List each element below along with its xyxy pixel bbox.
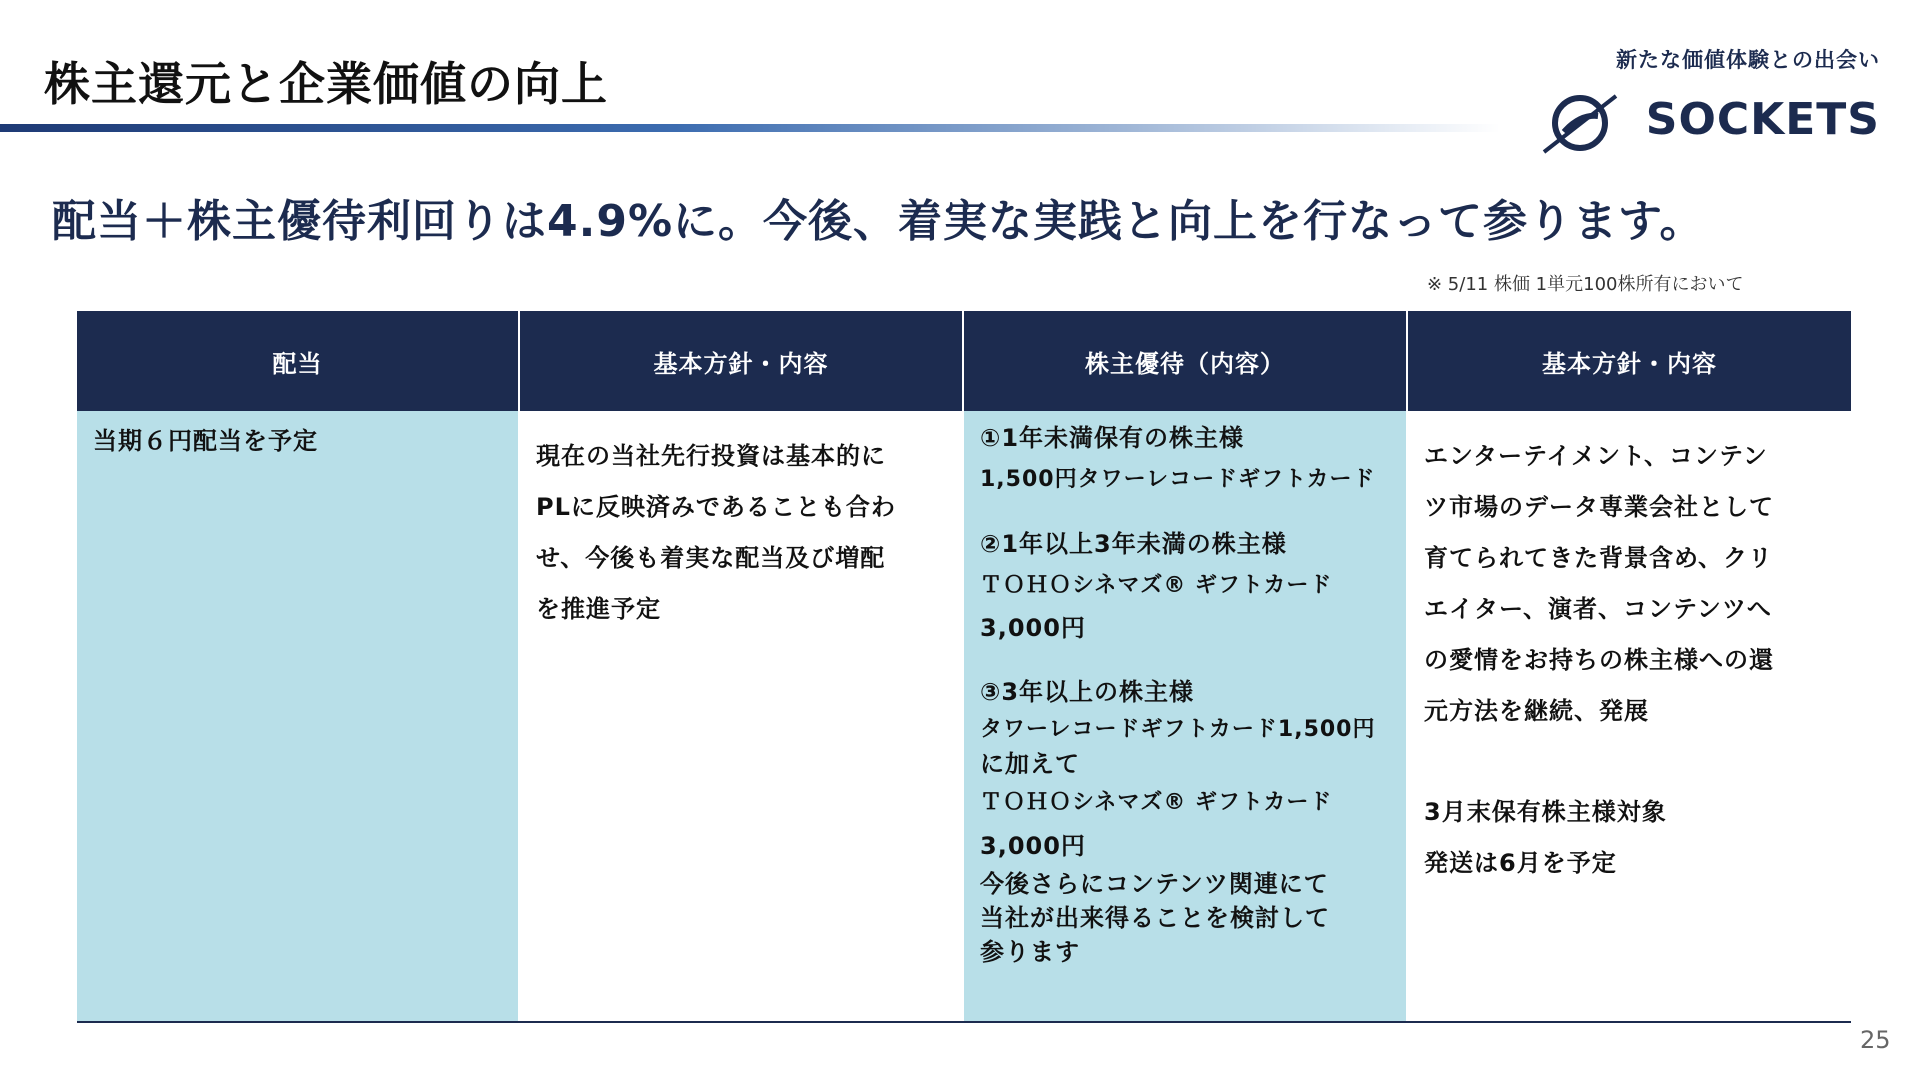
- footnote: ※ 5/11 株価 1単元100株所有において: [1427, 274, 1744, 295]
- benefit-policy-line: エイター、演者、コンテンツへ: [1424, 595, 1772, 623]
- benefit-policy-line: エンターテイメント、コンテン: [1424, 442, 1768, 470]
- sockets-logo-icon: [1540, 92, 1620, 154]
- benefit-policy-line: ツ市場のデータ専業会社として: [1424, 493, 1774, 521]
- page-title: 株主還元と企業価値の向上: [44, 57, 608, 111]
- benefit-item: に加えて: [980, 750, 1080, 778]
- benefit-policy-line: 育てられてきた背景含め、クリ: [1424, 544, 1774, 572]
- benefit-policy-line: 元方法を継続、発展: [1424, 697, 1649, 725]
- benefit-item: ＴＯＨＯシネマズ® ギフトカード: [980, 573, 1333, 598]
- benefit-future-line: 参ります: [980, 938, 1080, 966]
- benefit-tier-title: ②1年以上3年未満の株主様: [980, 530, 1287, 558]
- benefit-tier-title: ③3年以上の株主様: [980, 678, 1195, 706]
- header-benefits: 株主優待（内容）: [964, 311, 1406, 411]
- cell-dividend-policy: [520, 411, 962, 1021]
- benefit-tier-2: [980, 523, 1396, 649]
- benefit-item: ＴＯＨＯシネマズ® ギフトカード: [980, 790, 1333, 815]
- benefit-tier-1: [980, 417, 1396, 501]
- dividend-policy-line: せ、今後も着実な配当及び増配: [536, 544, 886, 572]
- spacer: [1424, 737, 1837, 787]
- header-dividend: 配当: [77, 311, 518, 411]
- benefit-item: 1,500円タワーレコードギフトカード: [980, 467, 1376, 492]
- logo-wordmark: SOCKETS: [1645, 94, 1880, 145]
- dividend-policy-line: 現在の当社先行投資は基本的に: [536, 442, 886, 470]
- company-logo: [1540, 44, 1880, 164]
- cell-dividend: [77, 411, 518, 1021]
- benefit-policy-line: の愛情をお持ちの株主様への還: [1424, 646, 1774, 674]
- cell-benefit-policy: [1408, 411, 1851, 1021]
- benefit-tier-title: ①1年未満保有の株主様: [980, 424, 1245, 452]
- header-dividend-policy: 基本方針・内容: [520, 311, 962, 411]
- header-benefit-policy: 基本方針・内容: [1408, 311, 1851, 411]
- dividend-text: 当期６円配当を予定: [93, 427, 318, 455]
- dividend-policy-line: を推進予定: [536, 595, 661, 623]
- dividend-policy-line: PLに反映済みであることも合わ: [536, 493, 896, 521]
- benefit-future-line: 今後さらにコンテンツ関連にて: [980, 870, 1329, 898]
- table-body-row: [77, 411, 1851, 1021]
- cell-benefits: [964, 411, 1406, 1021]
- logo-tagline: 新たな価値体験との出会い: [1616, 48, 1880, 72]
- benefit-amount: 3,000円: [980, 614, 1086, 642]
- benefit-schedule-line: 3月末保有株主様対象: [1424, 798, 1667, 826]
- benefit-schedule-line: 発送は6月を予定: [1424, 849, 1617, 877]
- shareholder-return-table: [77, 311, 1851, 1023]
- benefit-item: タワーレコードギフトカード1,500円: [980, 717, 1376, 742]
- table-header-row: [77, 311, 1851, 411]
- benefit-amount: 3,000円: [980, 832, 1086, 860]
- benefit-tier-3: [980, 671, 1396, 969]
- headline: 配当＋株主優待利回りは4.9%に。今後、着実な実践と向上を行なって参ります。: [52, 196, 1705, 247]
- title-divider: [0, 124, 1500, 132]
- page-number: 25: [1860, 1026, 1891, 1054]
- benefit-future-line: 当社が出来得ることを検討して: [980, 904, 1330, 932]
